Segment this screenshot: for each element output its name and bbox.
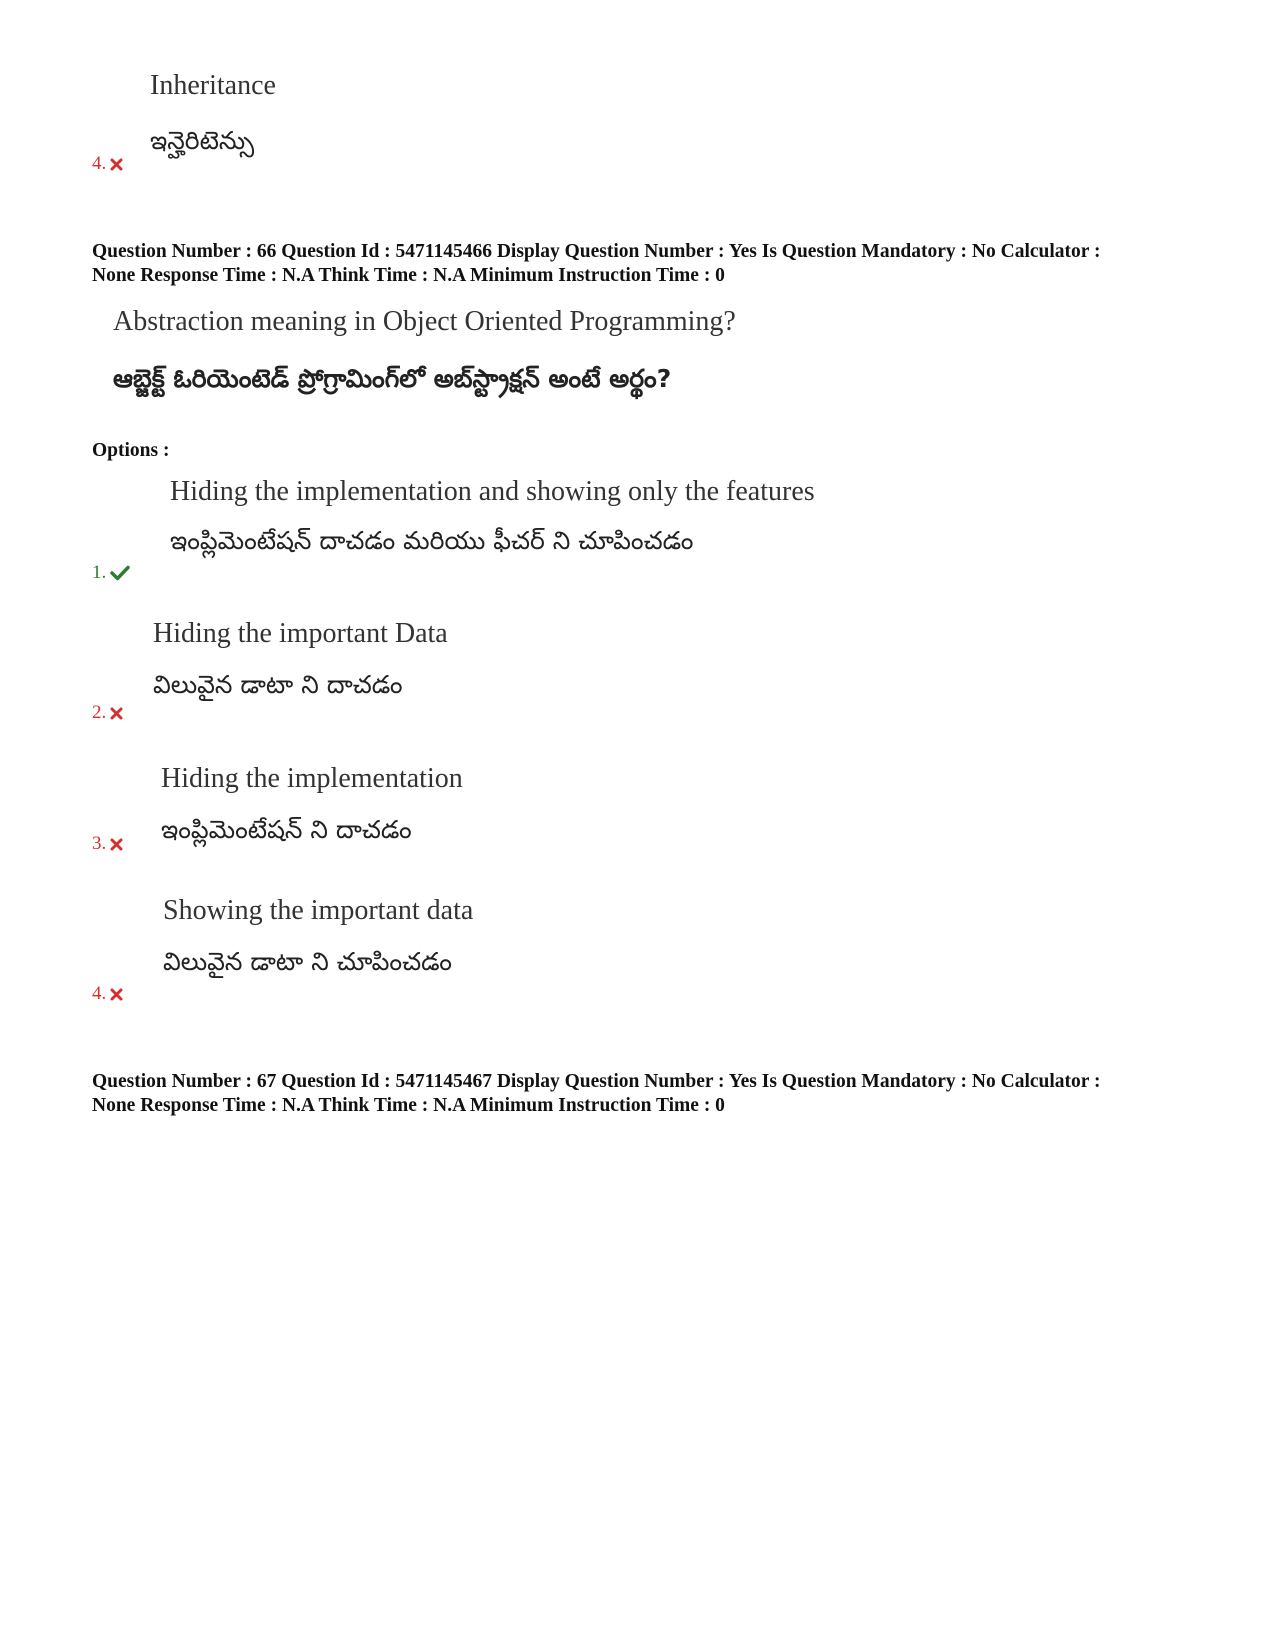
question-66-meta-line-2: None Response Time : N.A Think Time : N.A Minimum Instruction Time : 0 xyxy=(92,265,725,286)
prev-option-4-text-en: Inheritance xyxy=(150,70,276,101)
option-1-text-te: ఇంప్లిమెంటేషన్ దాచడం మరియు ఫీచర్ ని చూపించడం xyxy=(170,526,694,555)
prev-option-4-text-te: ఇన్హెరిటెన్సు xyxy=(150,126,255,155)
option-1-number: 1. xyxy=(92,562,107,583)
option-3-text-te: ఇంప్లిమెంటేషన్ ని దాచడం xyxy=(161,815,412,844)
option-4-text-en: Showing the important data xyxy=(163,895,474,926)
cross-icon xyxy=(110,707,123,720)
option-3-text-en: Hiding the implementation xyxy=(161,763,463,794)
option-1-text-en: Hiding the implementation and showing only the features xyxy=(170,476,815,507)
cross-icon xyxy=(110,158,123,171)
option-2-text-en: Hiding the important Data xyxy=(153,618,448,649)
question-67-meta-line-2: None Response Time : N.A Think Time : N.A Minimum Instruction Time : 0 xyxy=(92,1095,725,1116)
option-4-marker xyxy=(92,983,123,1005)
prev-option-4-number: 4. xyxy=(92,153,107,174)
question-66-text-te: ఆబ్జెక్ట్ ఓరియెంటెడ్ ప్రోగ్రామింగ్‌లో అబ్‌స్ట్రాక్షన్ అంటే అర్థం? xyxy=(113,364,672,393)
question-67-meta-line-1: Question Number : 67 Question Id : 5471145467 Display Question Number : Yes Is Question Mandatory : No Calculator : xyxy=(92,1071,1101,1092)
option-3-marker xyxy=(92,833,123,855)
options-label: Options : xyxy=(92,440,170,461)
option-4-number: 4. xyxy=(92,983,107,1004)
cross-icon xyxy=(110,988,123,1001)
question-66-text-en: Abstraction meaning in Object Oriented Programming? xyxy=(113,306,736,337)
cross-icon xyxy=(110,838,123,851)
option-1-marker xyxy=(92,562,130,584)
option-3-number: 3. xyxy=(92,833,107,854)
option-2-marker xyxy=(92,702,123,724)
checkmark-icon xyxy=(110,565,130,581)
question-67-meta xyxy=(92,1070,1202,1118)
question-66-meta xyxy=(92,240,1202,288)
option-2-text-te: విలువైన డాటా ని దాచడం xyxy=(153,670,403,699)
option-4-text-te: విలువైన డాటా ని చూపించడం xyxy=(163,947,452,976)
option-2-number: 2. xyxy=(92,702,107,723)
prev-option-4-marker xyxy=(92,153,123,175)
question-66-meta-line-1: Question Number : 66 Question Id : 5471145466 Display Question Number : Yes Is Question Mandatory : No Calculator : xyxy=(92,241,1101,262)
